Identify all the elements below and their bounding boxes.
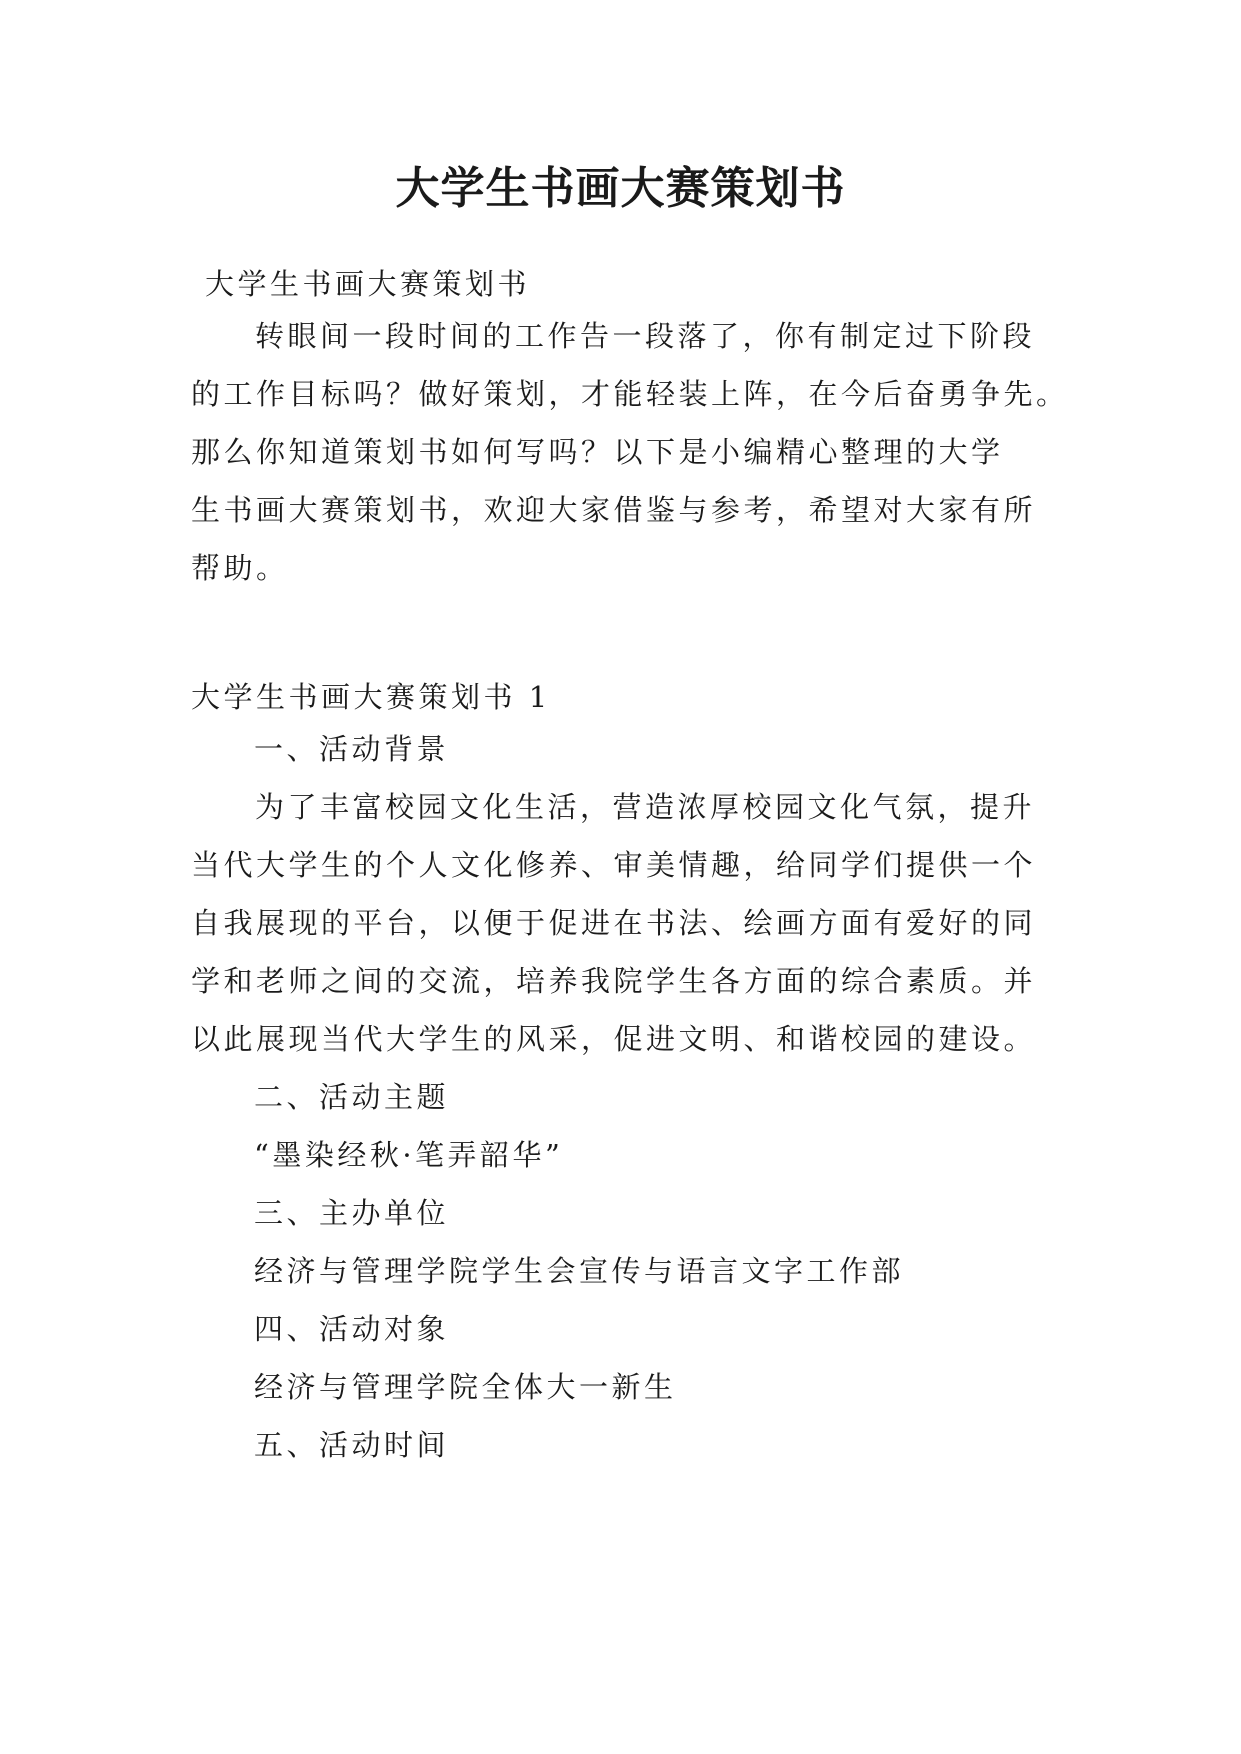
- section-heading: [191, 668, 1071, 726]
- theme-text-line: “墨染经秋·笔弄韶华”: [254, 1138, 564, 1172]
- organizer-text-line: 经济与管理学院学生会宣传与语言文字工作部: [254, 1254, 905, 1288]
- intro-paragraph: [191, 307, 1071, 597]
- target-heading-text: 四、活动对象: [254, 1312, 450, 1346]
- intro-line: 帮助。: [191, 551, 289, 585]
- background-heading: [254, 720, 1134, 778]
- intro-line: 转眼间一段时间的工作告一段落了，你有制定过下阶段: [255, 319, 1036, 353]
- background-paragraph: [191, 778, 1071, 1068]
- theme-heading-text: 二、活动主题: [254, 1080, 450, 1114]
- intro-line: 生书画大赛策划书，欢迎大家借鉴与参考，希望对大家有所: [191, 493, 1037, 527]
- theme-heading: [254, 1068, 1134, 1126]
- intro-line: 那么你知道策划书如何写吗？以下是小编精心整理的大学: [191, 435, 1004, 469]
- background-heading-text: 一、活动背景: [254, 732, 450, 766]
- background-line: 为了丰富校园文化生活，营造浓厚校园文化气氛，提升: [255, 790, 1036, 824]
- theme-text: [254, 1126, 1134, 1184]
- document-title: 大学生书画大赛策划书: [395, 163, 846, 214]
- background-line: 自我展现的平台，以便于促进在书法、绘画方面有爱好的同: [191, 906, 1037, 940]
- document-subtitle: [205, 255, 1085, 313]
- background-line: 以此展现当代大学生的风采，促进文明、和谐校园的建设。: [191, 1022, 1037, 1056]
- organizer-heading: [254, 1184, 1134, 1242]
- target-text-line: 经济与管理学院全体大一新生: [254, 1370, 677, 1404]
- subtitle-text: 大学生书画大赛策划书: [205, 267, 531, 301]
- target-heading: [254, 1300, 1134, 1358]
- background-line: 当代大学生的个人文化修养、审美情趣，给同学们提供一个: [191, 848, 1037, 882]
- organizer-heading-text: 三、主办单位: [254, 1196, 450, 1230]
- time-heading-text: 五、活动时间: [254, 1428, 450, 1462]
- target-text: [254, 1358, 1134, 1416]
- section-heading-text: 大学生书画大赛策划书 1: [191, 680, 551, 714]
- background-line: 学和老师之间的交流，培养我院学生各方面的综合素质。并: [191, 964, 1037, 998]
- time-heading: [254, 1416, 1134, 1474]
- organizer-text: [254, 1242, 1134, 1300]
- intro-line: 的工作目标吗？做好策划，才能轻装上阵，在今后奋勇争先。: [191, 377, 1069, 411]
